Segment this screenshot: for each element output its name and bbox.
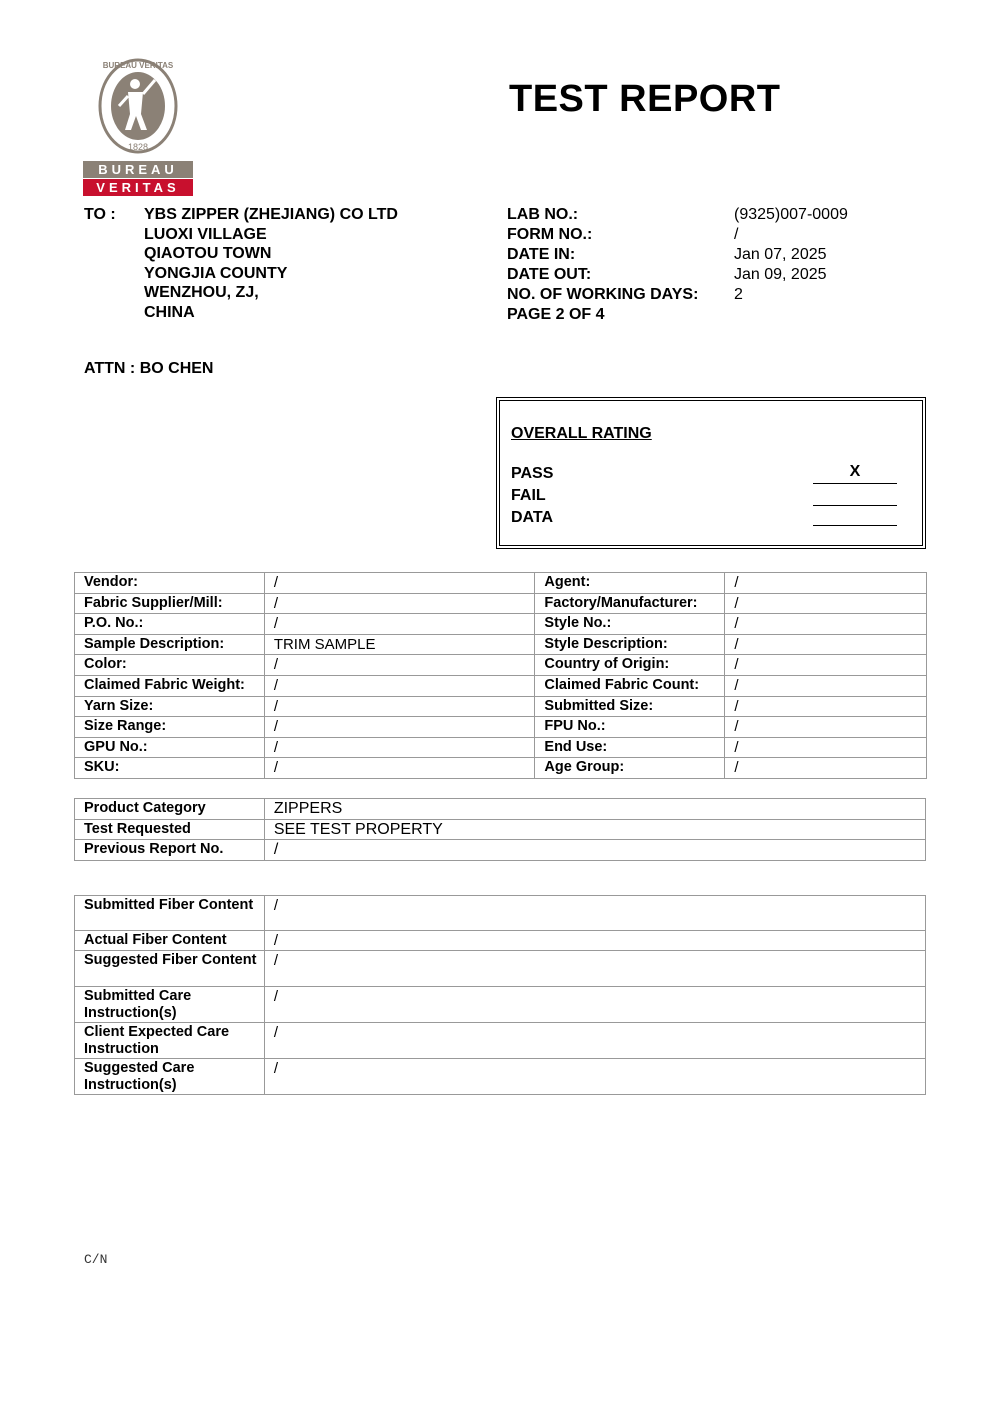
field-label: End Use:: [535, 737, 725, 758]
field-value: /: [264, 573, 535, 594]
field-label: Yarn Size:: [75, 696, 265, 717]
address-line: LUOXI VILLAGE: [144, 225, 267, 243]
field-label: Previous Report No.: [75, 840, 265, 861]
working-days-value: 2: [734, 286, 743, 303]
page-indicator: PAGE 2 OF 4: [507, 306, 605, 323]
date-out-value: Jan 09, 2025: [734, 266, 827, 283]
table-row: [75, 696, 927, 717]
page-title: TEST REPORT: [509, 78, 781, 120]
overall-rating-box: [496, 397, 926, 549]
table-row: [75, 931, 926, 951]
field-value: /: [725, 614, 927, 635]
lab-no-label: LAB NO.:: [507, 206, 579, 223]
rating-fail-label: FAIL: [511, 487, 546, 504]
table-row: [75, 758, 927, 779]
field-value: ZIPPERS: [264, 799, 925, 820]
field-label: Submitted Fiber Content: [75, 896, 265, 931]
field-value: /: [264, 840, 925, 861]
lab-info-labels: [507, 205, 732, 325]
rating-fail-mark: [813, 485, 897, 506]
field-label: Suggested Care Instruction(s): [75, 1058, 265, 1094]
table-row: [75, 737, 927, 758]
field-label: Size Range:: [75, 717, 265, 738]
field-value: /: [264, 696, 535, 717]
field-label: Fabric Supplier/Mill:: [75, 593, 265, 614]
field-value: /: [264, 1022, 925, 1058]
lab-no-value: (9325)007-0009: [734, 206, 848, 223]
table-row: [75, 951, 926, 986]
field-label: Agent:: [535, 573, 725, 594]
rating-data-label: DATA: [511, 509, 554, 526]
field-value: /: [725, 737, 927, 758]
field-label: SKU:: [75, 758, 265, 779]
table-row: [75, 1058, 926, 1094]
field-value: /: [264, 614, 535, 635]
field-value: /: [725, 655, 927, 676]
svg-text:BUREAU VERITAS: BUREAU VERITAS: [102, 61, 174, 70]
field-label: Submitted Care Instruction(s): [75, 986, 265, 1022]
date-in-label: DATE IN:: [507, 246, 576, 263]
logo-band-veritas: VERITAS: [83, 179, 193, 196]
field-value: /: [725, 593, 927, 614]
field-value: /: [264, 675, 535, 696]
date-in-value: Jan 07, 2025: [734, 246, 827, 263]
sample-info-table: [74, 572, 927, 779]
field-value: /: [264, 593, 535, 614]
product-table: [74, 798, 926, 861]
field-label: Factory/Manufacturer:: [535, 593, 725, 614]
field-label: Color:: [75, 655, 265, 676]
field-label: Client Expected Care Instruction: [75, 1022, 265, 1058]
field-label: Style No.:: [535, 614, 725, 635]
table-row: [75, 799, 926, 820]
field-label: Claimed Fabric Weight:: [75, 675, 265, 696]
working-days-label: NO. OF WORKING DAYS:: [507, 286, 699, 303]
address-line: QIAOTOU TOWN: [144, 245, 272, 262]
field-value: /: [264, 1058, 925, 1094]
field-label: Test Requested: [75, 819, 265, 840]
field-value: /: [264, 896, 925, 931]
field-value: /: [725, 675, 927, 696]
address-line: YONGJIA COUNTY: [144, 264, 288, 282]
field-label: Age Group:: [535, 758, 725, 779]
table-row: [75, 573, 927, 594]
table-row: [75, 819, 926, 840]
field-label: FPU No.:: [535, 717, 725, 738]
attention-line: ATTN : BO CHEN: [84, 360, 214, 377]
lab-info-values: [734, 205, 848, 305]
field-value: /: [725, 634, 927, 655]
table-row: [75, 593, 927, 614]
field-value: /: [725, 696, 927, 717]
field-label: Country of Origin:: [535, 655, 725, 676]
field-value: /: [725, 758, 927, 779]
field-label: Sample Description:: [75, 634, 265, 655]
field-label: GPU No.:: [75, 737, 265, 758]
bureau-veritas-logo: [83, 58, 193, 196]
table-row: [75, 614, 927, 635]
field-label: P.O. No.:: [75, 614, 265, 635]
field-label: Style Description:: [535, 634, 725, 655]
table-row: [75, 840, 926, 861]
address-line: WENZHOU, ZJ,: [144, 284, 259, 301]
field-value: SEE TEST PROPERTY: [264, 819, 925, 840]
date-out-label: DATE OUT:: [507, 266, 592, 283]
field-value: /: [264, 737, 535, 758]
logo-seal-icon: [83, 58, 193, 158]
overall-rating-title: OVERALL RATING: [511, 425, 652, 442]
field-value: /: [264, 931, 925, 951]
field-value: /: [725, 573, 927, 594]
form-no-label: FORM NO.:: [507, 226, 593, 243]
table-row: [75, 1022, 926, 1058]
footer-code: C/N: [84, 1252, 108, 1267]
rating-pass-mark: X: [813, 463, 897, 484]
field-label: Suggested Fiber Content: [75, 951, 265, 986]
field-value: /: [264, 717, 535, 738]
fiber-care-table: [74, 895, 926, 1095]
field-value: /: [725, 717, 927, 738]
table-row: [75, 896, 926, 931]
address-line: CHINA: [144, 303, 195, 321]
field-value: /: [264, 758, 535, 779]
to-label: TO :: [84, 206, 116, 223]
logo-band-bureau: BUREAU: [83, 161, 193, 178]
form-no-value: /: [734, 226, 739, 243]
field-value: /: [264, 951, 925, 986]
rating-data-mark: [813, 505, 897, 526]
field-label: Vendor:: [75, 573, 265, 594]
table-row: [75, 675, 927, 696]
field-label: Submitted Size:: [535, 696, 725, 717]
field-value: TRIM SAMPLE: [264, 634, 535, 655]
field-label: Product Category: [75, 799, 265, 820]
field-label: Actual Fiber Content: [75, 931, 265, 951]
table-row: [75, 655, 927, 676]
svg-text:1828: 1828: [127, 142, 149, 152]
rating-pass-label: PASS: [511, 465, 554, 482]
address-line: YBS ZIPPER (ZHEJIANG) CO LTD: [144, 206, 398, 223]
table-row: [75, 986, 926, 1022]
field-value: /: [264, 655, 535, 676]
to-address: [144, 205, 398, 322]
field-value: /: [264, 986, 925, 1022]
field-label: Claimed Fabric Count:: [535, 675, 725, 696]
table-row: [75, 717, 927, 738]
table-row: [75, 634, 927, 655]
